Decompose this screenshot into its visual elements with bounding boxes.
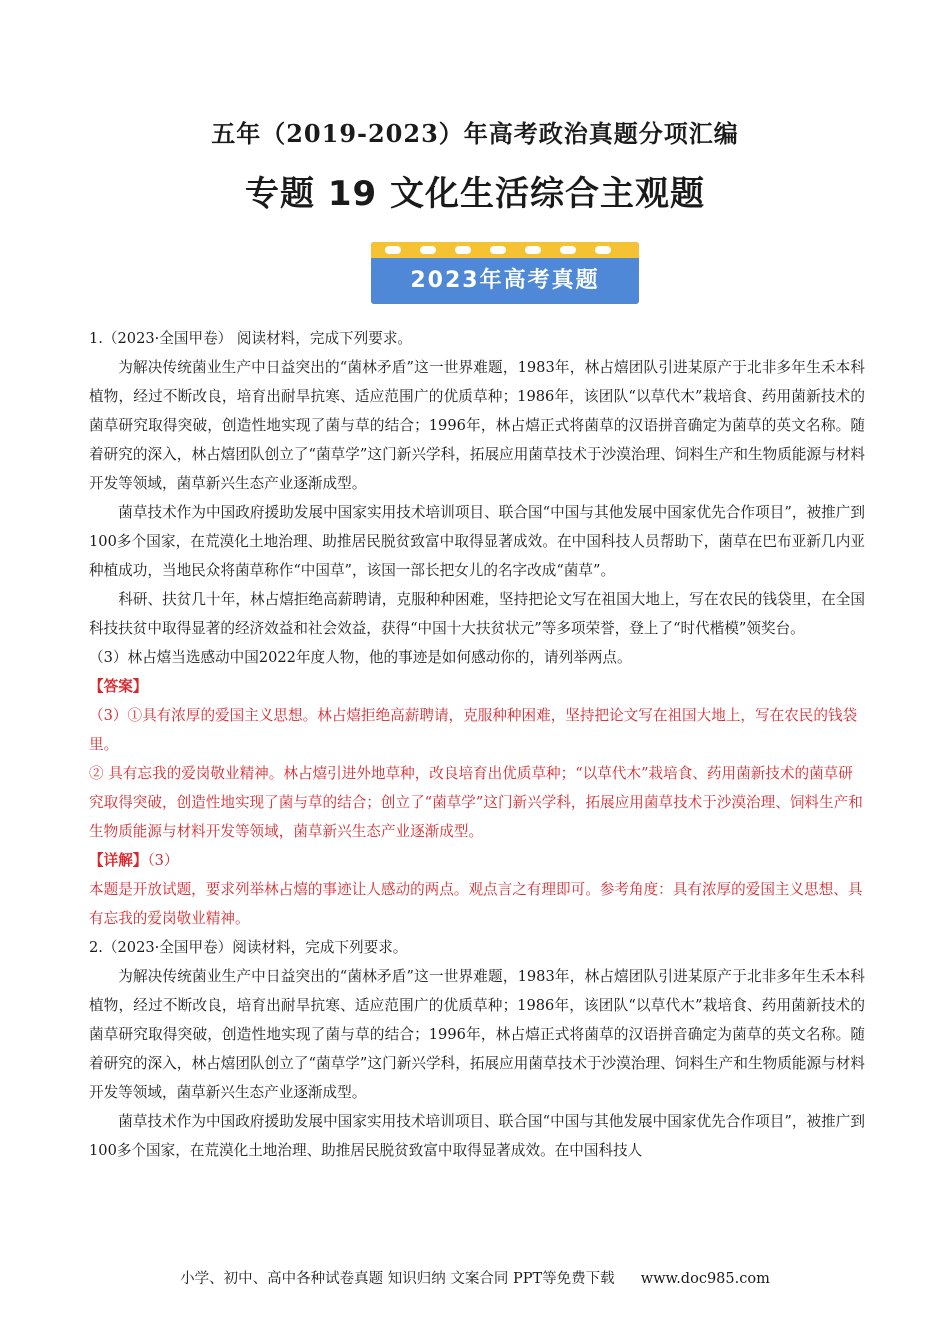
analysis-number: （3）: [147, 852, 179, 869]
question-content: [89, 324, 865, 1165]
banner-dot: [420, 246, 436, 254]
banner-dot-strip: [371, 242, 639, 258]
topic-title: 专题 19 文化生活综合主观题: [245, 174, 705, 214]
series-title: 五年（2019-2023）年高考政治真题分项汇编: [211, 119, 739, 148]
question-2-stem: 2.（2023·全国甲卷）阅读材料，完成下列要求。: [89, 939, 408, 956]
analysis-text: 本题是开放试题，要求列举林占熺的事迹让人感动的两点。观点言之有理即可。参考角度：具有浓厚的爱国主义思想、具有忘我的爱岗敬业精神。: [89, 881, 863, 927]
banner-dot: [595, 246, 611, 254]
page-footer: [0, 1267, 950, 1288]
answer-point-1: （3）①具有浓厚的爱国主义思想。林占熺拒绝高薪聘请，克服种种困难，坚持把论文写在祖国大地上，写在农民的钱袋里。: [89, 707, 858, 753]
question-1-material-paragraph: 为解决传统菌业生产中日益突出的“菌林矛盾”这一世界难题，1983年，林占熺团队引进某原产于北非多年生禾本科植物，经过不断改良，培育出耐旱抗寒、适应范围广的优质草种；1986年，该团队“以草代木”栽培食、药用菌新技术的菌草研究取得突破，创造性地实现了菌与草的结合；1996年，林占熺正式将菌草的汉语拼音确定为菌草的英文名称。随着研究的深入，林占熺团队创立了“菌草学”这门新兴学科，拓展应用菌草技术于沙漠治理、饲料生产和生物质能源与材料开发等领域，菌草新兴生态产业逐渐成型。: [89, 359, 865, 492]
footer-text: 小学、初中、高中各种试卷真题 知识归纳 文案合同 PPT等免费下载: [180, 1271, 615, 1287]
banner-dot: [455, 246, 471, 254]
banner-dot: [560, 246, 576, 254]
analysis-label: 【详解】: [89, 852, 148, 869]
answer-label: 【答案】: [89, 678, 148, 695]
banner-dot: [525, 246, 541, 254]
footer-url: www.doc985.com: [640, 1271, 770, 1287]
answer-point-2: ② 具有忘我的爱岗敬业精神。林占熺引进外地草种，改良培育出优质草种；“以草代木”栽培食、药用菌新技术的菌草研究取得突破，创造性地实现了菌与草的结合；创立了“菌草学”这门新兴学科，拓展应用菌草技术于沙漠治理、饲料生产和生物质能源与材料开发等领域，菌草新兴生态产业逐渐成型。: [89, 765, 863, 840]
question-2-material-paragraph: 菌草技术作为中国政府援助发展中国家实用技术培训项目、联合国“中国与其他发展中国家优先合作项目”，被推广到100多个国家，在荒漠化土地治理、助推居民脱贫致富中取得显著成效。在中国科技人: [89, 1113, 865, 1159]
question-1-material-paragraph: 菌草技术作为中国政府援助发展中国家实用技术培训项目、联合国“中国与其他发展中国家优先合作项目”，被推广到100多个国家，在荒漠化土地治理、助推居民脱贫致富中取得显著成效。在中国科技人员帮助下，菌草在巴布亚新几内亚种植成功，当地民众将菌草称作“中国草”，该国一部长把女儿的名字改成“菌草”。: [89, 504, 865, 579]
banner-dot: [385, 246, 401, 254]
question-1-stem: 1.（2023·全国甲卷） 阅读材料，完成下列要求。: [89, 330, 413, 347]
banner-label: 2023年高考真题: [410, 268, 600, 293]
question-1-sub-question: （3）林占熺当选感动中国2022年度人物，他的事迹是如何感动你的，请列举两点。: [89, 649, 632, 666]
question-2-material-paragraph: 为解决传统菌业生产中日益突出的“菌林矛盾”这一世界难题，1983年，林占熺团队引进某原产于北非多年生禾本科植物，经过不断改良，培育出耐旱抗寒、适应范围广的优质草种；1986年，该团队“以草代木”栽培食、药用菌新技术的菌草研究取得突破，创造性地实现了菌与草的结合；1996年，林占熺正式将菌草的汉语拼音确定为菌草的英文名称。随着研究的深入，林占熺团队创立了“菌草学”这门新兴学科，拓展应用菌草技术于沙漠治理、饲料生产和生物质能源与材料开发等领域，菌草新兴生态产业逐渐成型。: [89, 968, 865, 1101]
banner-dot: [490, 246, 506, 254]
year-banner: [371, 242, 639, 304]
analysis-heading: [89, 846, 865, 875]
question-1-material-paragraph: 科研、扶贫几十年，林占熺拒绝高薪聘请，克服种种困难，坚持把论文写在祖国大地上，写在农民的钱袋里，在全国科技扶贫中取得显著的经济效益和社会效益，获得“中国十大扶贫状元”等多项荣誉，登上了“时代楷模”领奖台。: [89, 591, 865, 637]
